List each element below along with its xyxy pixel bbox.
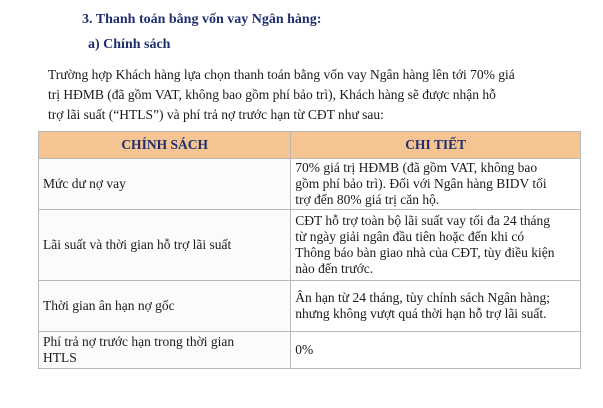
detail-line: gồm phí bảo trì). Đối với Ngân hàng BIDV tối — [295, 176, 547, 191]
policy-line: HTLS — [43, 350, 77, 365]
detail-line: 0% — [295, 342, 314, 357]
sub-heading: a) Chính sách — [88, 37, 171, 52]
table-row — [39, 281, 581, 332]
detail-line: CĐT hỗ trợ toàn bộ lãi suất vay tối đa 24 tháng — [295, 213, 551, 228]
header-detail: CHI TIẾT — [291, 132, 581, 159]
detail-line: 70% giá trị HĐMB (đã gồm VAT, không bao — [295, 160, 538, 175]
detail-cell — [291, 281, 581, 332]
intro-line: trị HĐMB (đã gồm VAT, không bao gồm phí bảo trì), Khách hàng sẽ được nhận hỗ — [48, 87, 496, 102]
table-header-row — [39, 132, 581, 159]
section-heading: 3. Thanh toán bằng vốn vay Ngân hàng: — [82, 12, 322, 27]
policy-line: Phí trả nợ trước hạn trong thời gian — [43, 334, 235, 349]
header-policy: CHÍNH SÁCH — [39, 132, 291, 159]
policy-table — [38, 131, 581, 369]
table-row — [39, 159, 581, 210]
detail-line: nhưng không vượt quá thời hạn hỗ trợ lãi suất. — [295, 306, 547, 321]
detail-cell — [291, 159, 581, 210]
intro-line: Trường hợp Khách hàng lựa chọn thanh toán bằng vốn vay Ngân hàng lên tới 70% giá — [48, 67, 515, 82]
detail-cell — [291, 210, 581, 281]
policy-cell: Lãi suất và thời gian hỗ trợ lãi suất — [39, 210, 291, 281]
table-row — [39, 332, 581, 369]
detail-line: từ ngày giải ngân đầu tiên hoặc đến khi có — [295, 229, 525, 244]
table-row — [39, 210, 581, 281]
detail-line: Ân hạn từ 24 tháng, tùy chính sách Ngân hàng; — [295, 290, 551, 305]
policy-cell: Mức dư nợ vay — [39, 159, 291, 210]
detail-line: trợ đến 80% giá trị căn hộ. — [295, 192, 440, 207]
intro-line: trợ lãi suất (“HTLS”) và phí trả nợ trước hạn từ CĐT như sau: — [48, 107, 384, 122]
detail-line: Thông báo bàn giao nhà của CĐT, tùy điều kiện — [295, 245, 555, 260]
policy-cell — [39, 332, 291, 369]
detail-cell — [291, 332, 581, 369]
detail-line: nào đến trước. — [295, 261, 374, 276]
intro-paragraph — [48, 65, 578, 125]
policy-cell: Thời gian ân hạn nợ gốc — [39, 281, 291, 332]
